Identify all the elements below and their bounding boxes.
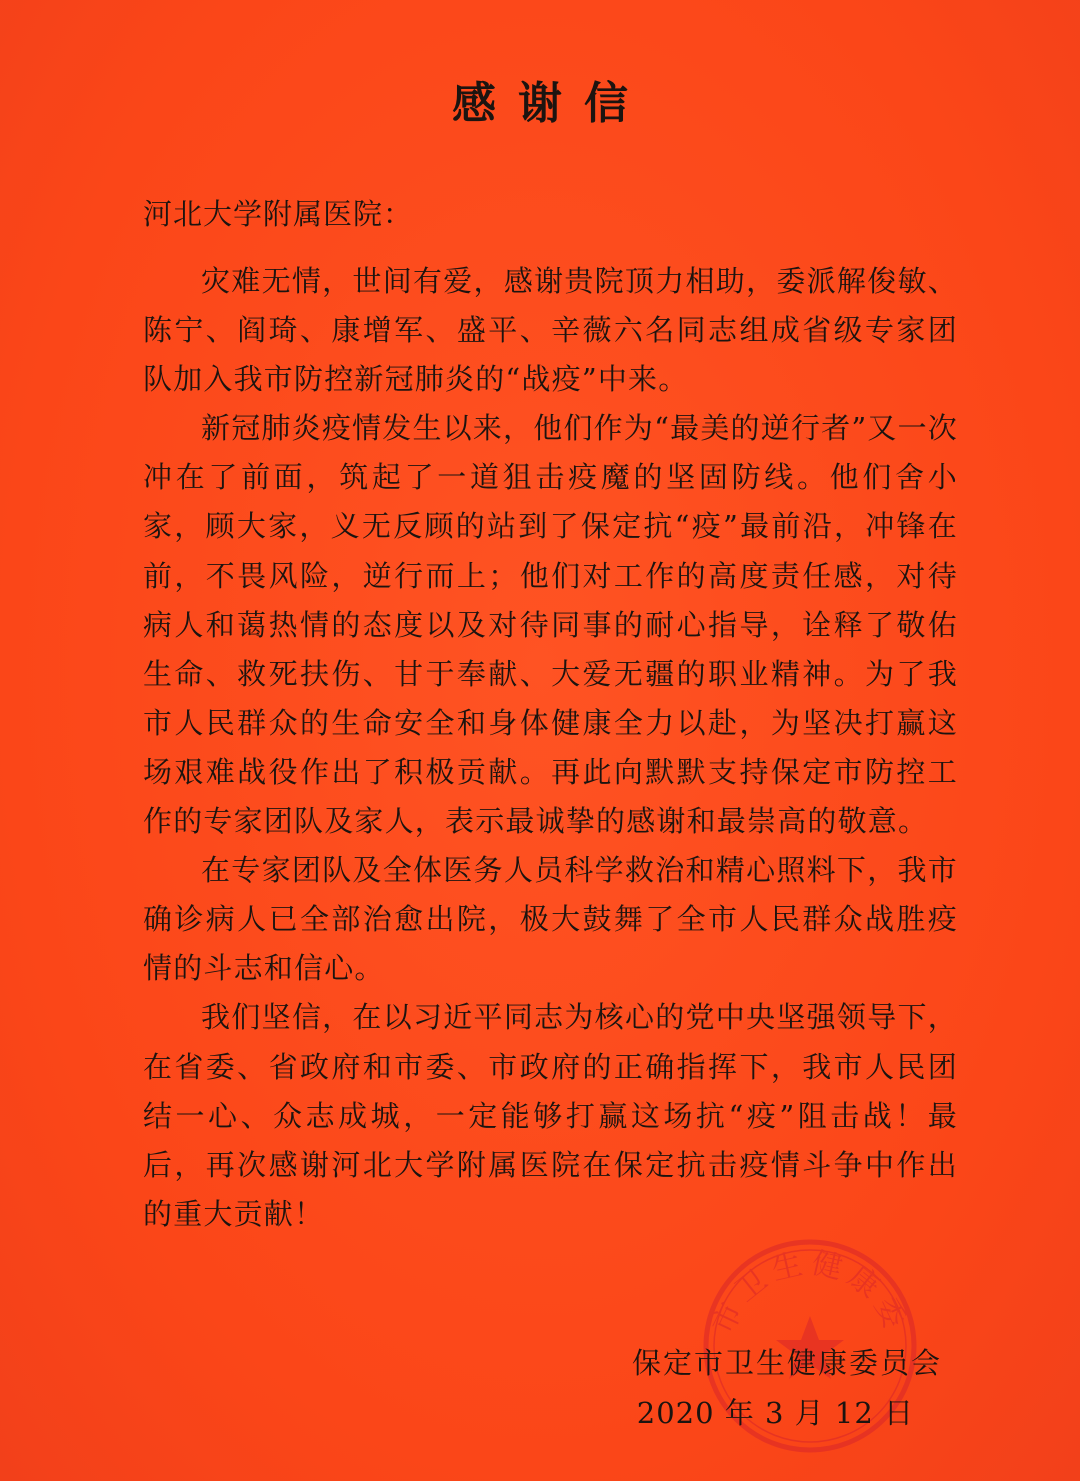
letter-title: 感谢信 xyxy=(452,78,650,129)
letter-signature xyxy=(582,1338,942,1438)
letter-salutation: 河北大学附属医院： xyxy=(143,197,414,231)
body-paragraph: 灾难无情，世间有爱，感谢贵院顶力相助，委派解俊敏、陈宁、阎琦、康增军、盛平、辛薇六名同志组成省级专家团队加入我市防控新冠肺炎的“战疫”中来。 xyxy=(143,264,958,397)
letter-body xyxy=(143,257,958,1239)
seal-text: 市卫生健康委 xyxy=(705,1245,915,1340)
body-paragraph: 新冠肺炎疫情发生以来，他们作为“最美的逆行者”又一次冲在了前面，筑起了一道狙击疫魔的坚固防线。他们舍小家，顾大家，义无反顾的站到了保定抗“疫”最前沿，冲锋在前，不畏风险，逆行而上；他们对工作的高度责任感，对待病人和蔼热情的态度以及对待同事的耐心指导，诠释了敬佑生命、救死扶伤、甘于奉献、大爱无疆的职业精神。为了我市人民群众的生命安全和身体健康全力以赴，为坚决打赢这场艰难战役作出了积极贡献。再此向默默支持保定市防控工作的专家团队及家人，表示最诚挚的感谢和最崇高的敬意。 xyxy=(143,411,958,839)
signature-date: 2020 年 3 月 12 日 xyxy=(636,1396,914,1430)
body-paragraph: 我们坚信，在以习近平同志为核心的党中央坚强领导下，在省委、省政府和市委、市政府的正确指挥下，我市人民团结一心、众志成城，一定能够打赢这场抗“疫”阻击战！最后，再次感谢河北大学附属医院在保定抗击疫情斗争中作出的重大贡献！ xyxy=(143,1000,958,1231)
body-paragraph: 在专家团队及全体医务人员科学救治和精心照料下，我市确诊病人已全部治愈出院，极大鼓舞了全市人民群众战胜疫情的斗志和信心。 xyxy=(143,853,958,986)
signature-organization: 保定市卫生健康委员会 xyxy=(631,1346,942,1380)
